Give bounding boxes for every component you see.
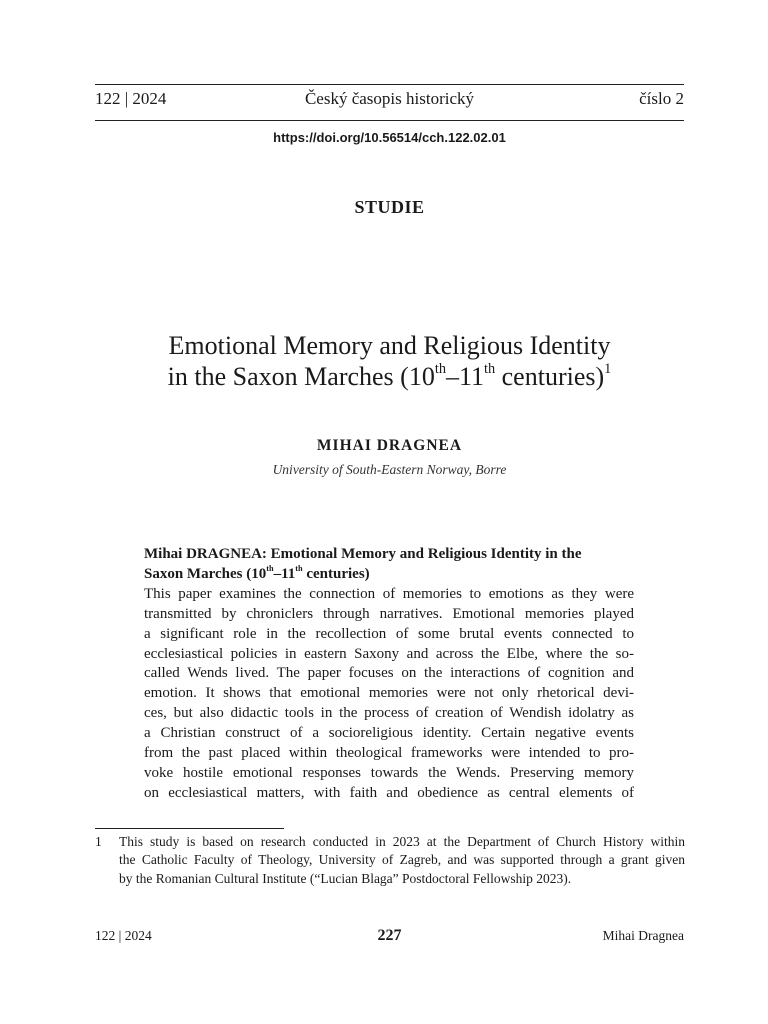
abstract-line: ecclesiastical policies in eastern Saxony and across the Elbe, where the so- bbox=[144, 645, 634, 662]
abstract-line: This paper examines the connection of memories to emotions as they were bbox=[144, 585, 634, 602]
footnote-separator bbox=[95, 828, 284, 829]
title-line-2-start: in the Saxon Marches (10 bbox=[167, 362, 435, 391]
abstract-heading-line-1: Mihai DRAGNEA: Emotional Memory and Religious Identity in the bbox=[144, 546, 582, 562]
footnote-text bbox=[119, 833, 685, 888]
abstract-line: ces, but also didactic tools in the process of creation of Wendish idolatry as bbox=[144, 705, 634, 722]
abstract-line: voke hostile emotional responses towards the Wends. Preserving memory bbox=[144, 764, 634, 781]
footnote-number: 1 bbox=[95, 834, 102, 849]
journal-name: Český časopis historický bbox=[304, 89, 475, 108]
running-header bbox=[95, 89, 684, 115]
abstract-heading-end: centuries) bbox=[302, 565, 370, 582]
title-superscript: th bbox=[434, 361, 446, 378]
title-line-1: Emotional Memory and Religious Identity bbox=[168, 331, 611, 360]
abstract bbox=[144, 545, 634, 804]
footer-author: Mihai Dragnea bbox=[602, 928, 684, 943]
abstract-heading bbox=[144, 545, 634, 585]
page-number: 227 bbox=[377, 927, 402, 944]
abstract-line: a significant role in the recollection of some brutal events connected to bbox=[144, 625, 634, 642]
title-line-2 bbox=[95, 361, 684, 392]
doi-link[interactable]: https://doi.org/10.56514/cch.122.02.01 bbox=[273, 130, 506, 145]
abstract-heading-line-2 bbox=[144, 565, 634, 585]
abstract-heading-middle: –11 bbox=[273, 565, 296, 582]
abstract-heading-start: Saxon Marches (10 bbox=[144, 565, 267, 582]
footnote-line: by the Romanian Cultural Institute (“Lucian Blaga” Postdoctoral Fellowship 2023). bbox=[119, 870, 572, 886]
header-issue: číslo 2 bbox=[639, 89, 684, 108]
abstract-line: from the past placed within theological frameworks were intended to pro- bbox=[144, 745, 634, 762]
abstract-line: on ecclesiastical matters, with faith and obedience as central elements of bbox=[144, 784, 634, 801]
title-line-2-middle: –11 bbox=[445, 362, 485, 391]
abstract-heading-superscript: th bbox=[295, 563, 303, 573]
header-volume-year: 122 | 2024 bbox=[95, 89, 167, 108]
footnote-line: the Catholic Faculty of Theology, University of Zagreb, and was supported through a grant given bbox=[119, 852, 685, 868]
abstract-line: transmitted by chroniclers through narratives. Emotional memories played bbox=[144, 605, 634, 622]
footnote-reference[interactable]: 1 bbox=[604, 361, 612, 378]
title-superscript: th bbox=[484, 361, 496, 378]
footer-volume-year: 122 | 2024 bbox=[95, 928, 152, 943]
author-name: MIHAI DRAGNEA bbox=[316, 437, 463, 454]
abstract-line: called Wends lived. The paper focuses on the interactions of cognition and bbox=[144, 665, 634, 682]
header-top-rule bbox=[95, 84, 684, 85]
article-title bbox=[95, 330, 684, 392]
abstract-heading-superscript: th bbox=[266, 563, 274, 573]
title-line-2-end: centuries) bbox=[495, 362, 605, 391]
abstract-line: emotion. It shows that emotional memories were not only rhetorical devi- bbox=[144, 685, 634, 702]
footnote-line: This study is based on research conducted in 2023 at the Department of Church History within bbox=[119, 834, 685, 849]
abstract-line: a Christian construct of a socioreligious identity. Certain negative events bbox=[144, 725, 634, 742]
header-bottom-rule bbox=[95, 120, 684, 121]
section-label: STUDIE bbox=[354, 197, 425, 217]
author-affiliation: University of South-Eastern Norway, Borre bbox=[272, 462, 507, 477]
